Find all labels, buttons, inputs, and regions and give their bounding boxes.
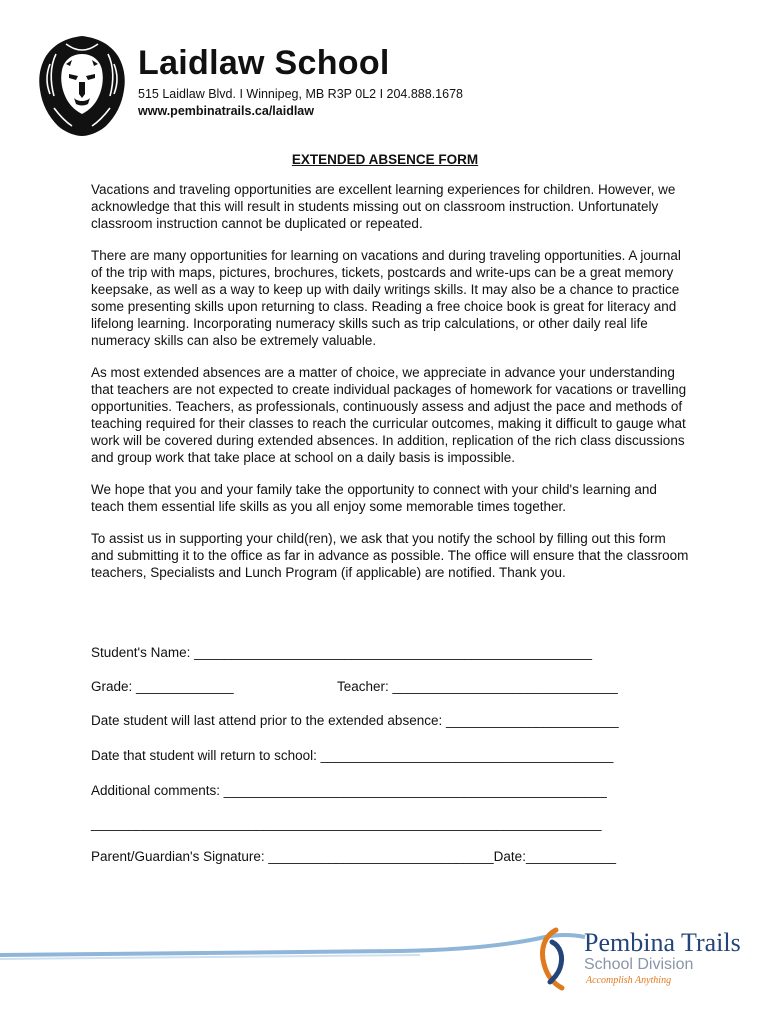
school-name: Laidlaw School — [138, 44, 390, 82]
last-attend-date-field[interactable]: Date student will last attend prior to the extended absence: _______________________ — [91, 713, 619, 728]
paragraph: We hope that you and your family take the opportunity to connect with your child's learning and teach them essential life skills as you all enjoy some memorable times together. — [91, 482, 657, 514]
return-date-field[interactable]: Date that student will return to school: _______________________________________ — [91, 748, 614, 763]
paragraph: As most extended absences are a matter of choice, we appreciate in advance your understanding that teachers are not expected to create individual packages of homework for vacations or travelling opportunities. Teachers, as professionals, continuously assess and adjust the pace and methods of teaching required for their classes to reach the curricular outcomes, making it difficult to gauge what work will be covered during extended absences. In addition, replication of the rich class discussions and group work that take place at school on a daily basis is impossible. — [91, 365, 687, 465]
additional-comments-field[interactable]: Additional comments: ___________________________________________________ — [91, 783, 607, 798]
teacher-field[interactable]: Teacher: ______________________________ — [337, 679, 618, 694]
grade-field[interactable]: Grade: _____________ — [91, 679, 234, 694]
student-name-field[interactable]: Student's Name: _____________________________________________________ — [91, 645, 593, 660]
division-tagline: Accomplish Anything — [586, 975, 672, 986]
additional-comments-line[interactable]: ____________________________________________________________________ — [91, 816, 602, 831]
school-website: www.pembinatrails.ca/laidlaw — [138, 104, 314, 118]
form-body — [91, 181, 691, 596]
lion-head-icon — [36, 34, 128, 136]
pembina-trails-logo-icon — [534, 926, 574, 992]
division-name: Pembina Trails — [584, 928, 741, 957]
school-address: 515 Laidlaw Blvd. I Winnipeg, MB R3P 0L2 I 204.888.1678 — [138, 87, 463, 101]
paragraph: Vacations and traveling opportunities are excellent learning experiences for children. However, we acknowledge that this will result in students missing out on classroom instruction. Unfortunately classroom instruction cannot be duplicated or repeated. — [91, 182, 676, 231]
form-title: EXTENDED ABSENCE FORM — [291, 152, 479, 167]
paragraph: To assist us in supporting your child(ren), we ask that you notify the school by filling out this form and submitting it to the office as far in advance as possible. The office will ensure that the classroom teachers, Specialists and Lunch Program (if applicable) are notified. Thank you. — [91, 531, 689, 580]
division-subtitle: School Division — [584, 956, 694, 973]
paragraph: There are many opportunities for learning on vacations and during traveling opportunities. A journal of the trip with maps, pictures, brochures, tickets, postcards and write-ups can be a great memory keepsake, as well as a way to keep up with daily writings skills. It may also be a chance to practice some presenting skills upon returning to class. Reading a free choice book is great for literacy and lifelong learning. Incorporating numeracy skills such as trip calculations, or other daily real life numeracy skills can also be extremely valuable. — [91, 248, 681, 348]
signature-field[interactable]: Parent/Guardian's Signature: ______________________________Date:____________ — [91, 849, 617, 864]
